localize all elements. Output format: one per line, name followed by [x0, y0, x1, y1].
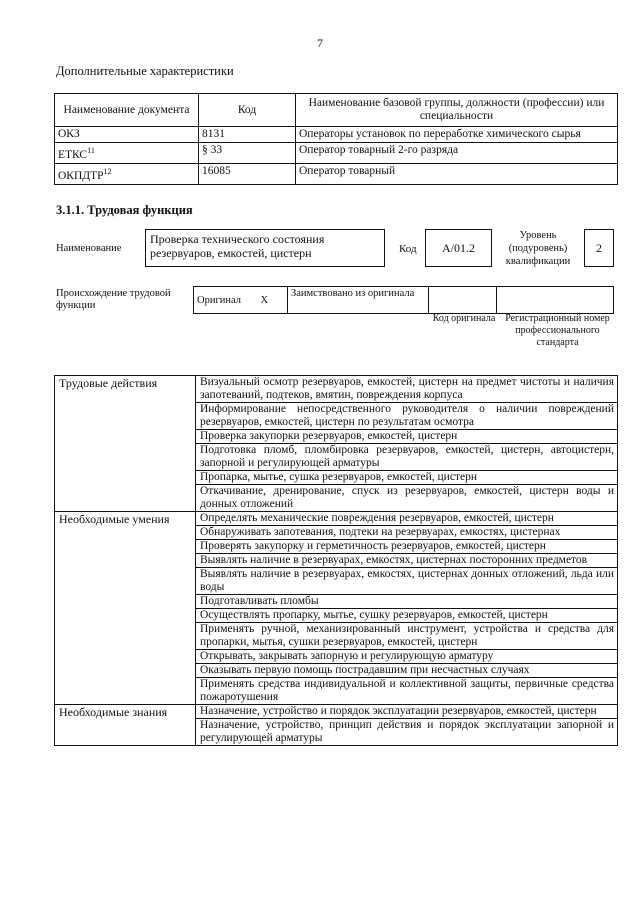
required-skills-item: Оказывать первую помощь пострадавшим при несчастных случаях	[196, 664, 618, 678]
origin-label: Происхождение трудовой функции	[56, 288, 171, 311]
required-knowledge-item: Назначение, устройство, принцип действия и порядок эксплуатации запорной и регулирующей арматуры	[196, 719, 618, 746]
required-skills-item: Применять ручной, механизированный инструмент, устройства и средства для пропарки, мытья, сушки резервуаров, емкостей, цистерн	[196, 623, 618, 650]
function-name-box: Проверка технического состояния резервуаров, емкостей, цистерн	[145, 229, 385, 267]
table-row	[55, 143, 618, 164]
row-code: § 33	[199, 143, 296, 164]
row-name: Оператор товарный 2-го разряда	[296, 143, 618, 164]
original-label: Оригинал	[194, 287, 258, 314]
labor-actions-item: Информирование непосредственного руководителя о наличии повреждений резервуаров, емкостей, цистерн по результатам осмотра	[196, 403, 618, 430]
required-knowledge-item: Назначение, устройство и порядок эксплуатации резервуаров, емкостей, цистерн	[196, 705, 618, 719]
origin-table	[193, 286, 614, 314]
code-label: Код	[399, 243, 417, 255]
table-row	[55, 127, 618, 143]
row-name: Операторы установок по переработке химического сырья	[296, 127, 618, 143]
labor-actions-item: Откачивание, дренирование, спуск из резервуаров, емкостей, цистерн воды и донных отложений	[196, 485, 618, 512]
footnote-ref: 12	[103, 166, 112, 176]
table-row	[55, 163, 618, 184]
code-original-label: Код оригинала	[432, 313, 496, 324]
table-row	[55, 512, 618, 526]
code-original-cell	[429, 287, 497, 314]
required-knowledge-label: Необходимые знания	[55, 705, 196, 746]
row-doc: ОКПДТР$^{12}$	[55, 163, 199, 184]
row-code: 16085	[199, 163, 296, 184]
required-skills-item: Подготавливать пломбы	[196, 595, 618, 609]
table-row	[55, 376, 618, 403]
footnote-ref: 11	[87, 146, 95, 155]
required-skills-item: Выявлять наличие в резервуарах, емкостях, цистернах донных отложений, льда или воды	[196, 568, 618, 595]
qualification-level-box: 2	[584, 229, 614, 267]
required-skills-item: Открывать, закрывать запорную и регулирующую арматуру	[196, 650, 618, 664]
header-doc-name: Наименование документа	[55, 94, 199, 127]
row-doc: ОКЗ	[55, 127, 199, 143]
labor-function-heading: 3.1.1. Трудовая функция	[56, 203, 193, 217]
required-skills-item: Проверять закупорку и герметичность резервуаров, емкостей, цистерн	[196, 540, 618, 554]
row-name: Оператор товарный	[296, 163, 618, 184]
page-number: 7	[317, 36, 323, 50]
required-skills-item: Осуществлять пропарку, мытье, сушку резервуаров, емкостей, цистерн	[196, 609, 618, 623]
required-skills-item: Обнаруживать запотевания, подтеки на резервуарах, емкостях, цистернах	[196, 526, 618, 540]
header-base-group: Наименование базовой группы, должности (профессии) или специальности	[296, 94, 618, 127]
additional-characteristics-title: Дополнительные характеристики	[56, 64, 234, 78]
labor-actions-item: Проверка закупорки резервуаров, емкостей, цистерн	[196, 430, 618, 444]
required-skills-item: Применять средства индивидуальной и коллективной защиты, первичные средства пожаротушения	[196, 678, 618, 705]
original-mark: X	[258, 287, 288, 314]
labor-actions-item: Подготовка пломб, пломбировка резервуаров, емкостей, цистерн, автоцистерн, запорной и регулирующей арматуры	[196, 444, 618, 471]
labor-actions-item: Пропарка, мытье, сушка резервуаров, емкостей, цистерн	[196, 471, 618, 485]
function-code-box: А/01.2	[425, 229, 492, 267]
qualification-level-label: Уровень (подуровень) квалификации	[505, 230, 571, 267]
additional-characteristics-table	[54, 93, 618, 185]
table-row	[55, 705, 618, 719]
required-skills-label: Необходимые умения	[55, 512, 196, 705]
required-skills-item: Определять механические повреждения резервуаров, емкостей, цистерн	[196, 512, 618, 526]
labor-actions-item: Визуальный осмотр резервуаров, емкостей, цистерн на предмет чистоты и наличия запотеваний, подтеков, вмятин, повреждения корпуса	[196, 376, 618, 403]
name-label: Наименование	[56, 243, 122, 254]
reg-number-label: Регистрационный номер профессионального стандарта	[505, 313, 610, 348]
header-code: Код	[199, 94, 296, 127]
table-header-row	[55, 94, 618, 127]
reg-number-cell	[497, 287, 614, 314]
row-code: 8131	[199, 127, 296, 143]
borrowed-label: Заимствовано из оригинала	[288, 287, 429, 314]
labor-actions-label: Трудовые действия	[55, 376, 196, 512]
function-details-table	[54, 375, 618, 746]
row-doc: ЕТКС$^{11}$	[55, 143, 199, 164]
required-skills-item: Выявлять наличие в резервуарах, емкостях, цистернах посторонних предметов	[196, 554, 618, 568]
